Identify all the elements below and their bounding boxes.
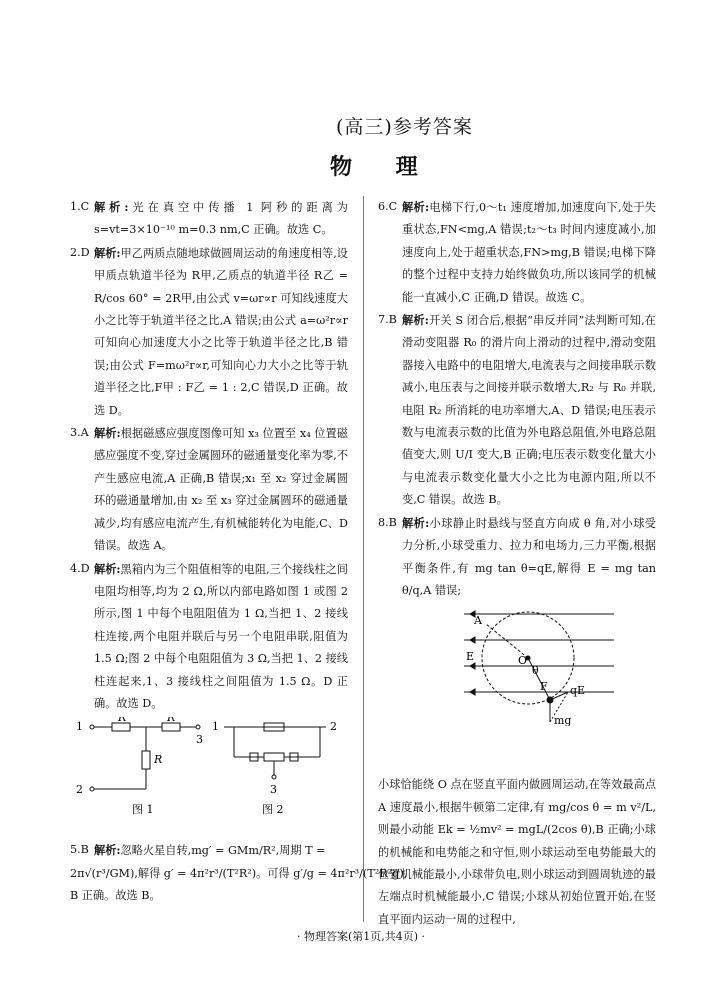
answer-q7 xyxy=(378,309,656,512)
answer-text: 小球恰能绕 O 点在竖直平面内做圆周运动,在等效最高点 A 速度最小,根据牛顿第二定律,有 mg/cos θ = m v²/L,则最小动能 Ek = ½mv² = mgL/(2cos θ),B 正确;小球的机械能和电势能之和守恒,则小球运动至电势能最大的位置机械能最小,小球带负电,则小球运动到圆周轨迹的最左端点时机械能最小,C 错误;小球从初始位置开始,在竖直平面内运动一周的过程中, xyxy=(378,778,656,926)
terminal-2-label: 2 xyxy=(76,783,83,797)
answer-q1 xyxy=(70,196,348,242)
page-footer xyxy=(0,928,722,944)
answer-text: 甲乙两质点随地球做圆周运动的角速度相等,设甲质点轨道半径为 R甲,乙质点的轨道半径 R乙 = R/cos 60° = 2R甲,由公式 v=ωr∝r 可知线速度大小之比等于轨道半径之比,A 错误;由公式 a=ω²r∝r 可知向心加速度大小之比等于轨道半径之比,B 错误;由公式 F=mω²r∝r,可知向心力大小之比等于轨道半径之比,F甲 : F乙 = 1 : 2,C 错误,D 正确。故选 D。 xyxy=(94,246,348,417)
point-a-label: A xyxy=(474,614,482,628)
analysis-label: 解析: xyxy=(94,200,129,214)
analysis-label: 解析: xyxy=(402,200,430,214)
answer-number: 8.B xyxy=(378,515,397,529)
terminal-3-label: 3 xyxy=(270,783,277,797)
answer-text: 小球静止时悬线与竖直方向成 θ 角,对小球受力分析,小球受重力、拉力和电场力,三力平衡,根据平衡条件,有 mg tan θ=qE,解得 E = mg tan θ/q,A 错误; xyxy=(402,516,656,597)
answer-q5 xyxy=(70,839,348,862)
answer-q6 xyxy=(378,196,656,309)
right-column xyxy=(378,196,656,931)
gravity-label: mg xyxy=(554,714,572,727)
tension-f-label: F xyxy=(540,680,548,694)
footer-text: · 物理答案(第1页,共4页) · xyxy=(296,930,426,943)
answer-q5-line2: 2π√(r³/GM),解得 g′ = 4π²r³/(T²R²)。可得 g′/g = 4π²r³/(T²R²g), xyxy=(70,866,408,880)
analysis-label: 解析: xyxy=(94,426,121,441)
angle-theta-label: θ xyxy=(532,664,539,678)
answer-number: 4.D xyxy=(70,561,90,575)
answer-text: 光在真空中传播 1 阿秒的距离为 s=vt=3×10⁻¹⁰ m=0.3 nm,C 正确。故选 C。 xyxy=(94,201,348,237)
circuit-diagram xyxy=(70,717,348,837)
answer-text: 电梯下行,0～t₁ 速度增加,加速度向下,处于失重状态,FN<mg,A 错误;t₂～t₃ 时间内速度减小,加速度向上,处于超重状态,FN>mg,B 错误;电梯下降的整个过程中支持力始终做负功,所以该同学的机械能一直减小,C 正确,D 错误。故选 C。 xyxy=(402,201,656,304)
answer-number: 5.B xyxy=(70,843,89,857)
subject-title: 物 理 xyxy=(330,154,436,180)
resistor-label: R xyxy=(118,717,127,725)
answer-number: 2.D xyxy=(70,245,90,259)
analysis-label: 解析: xyxy=(94,843,121,858)
figure-2-caption: 图 2 xyxy=(262,803,284,817)
answer-text: 忽略火星自转,mg′ = GMm/R²,周期 T = xyxy=(120,844,326,858)
analysis-label: 解析: xyxy=(94,561,121,576)
answer-number: 6.C xyxy=(378,200,398,213)
answer-q8-continued xyxy=(378,774,656,931)
field-diagram xyxy=(378,606,656,726)
center-o-label: O xyxy=(518,654,528,668)
resistor-label: R xyxy=(167,717,176,725)
analysis-label: 解析: xyxy=(94,245,121,260)
answer-text: 开关 S 闭合后,根据“串反并同”法判断可知,在滑动变阻器 R₀ 的滑片向上滑动的过程中,滑动变阻器接入电路中的电阻增大,电流表与之间接串联示数减小,电压表与之间接并联示数增大,R₂ 与 R₀ 并联,电阻 R₂ 所消耗的电功率增大,A、D 错误;电压表示数与电流表示数的比值为外电路总阻值,外电路总阻值变大,则 U/I 变大,B 正确;电压表示数变化量大小与电流表示数变化量大小之比为电源内阻,所以不变,C 错误。故选 B。 xyxy=(402,314,656,507)
resistor-label: R xyxy=(154,753,163,767)
column-divider xyxy=(363,196,364,922)
answer-text: 黑箱内为三个阻值相等的电阻,三个接线柱之间电阻均相等,均为 2 Ω,所以内部电路如图 1 或图 2 所示,图 1 中每个电阻阻值为 1 Ω,当把 1、2 接线柱连接,两个电阻并联后与另一个电阻串联,阻值为 1.5 Ω;图 2 中每个电阻阻值为 3 Ω,当把 1、2 接线柱连起来,1、3 接线柱之间阻值为 1.5 Ω。D 正确。故选 D。 xyxy=(94,562,348,710)
terminal-3-label: 3 xyxy=(196,733,203,747)
figure-1-caption: 图 1 xyxy=(132,803,154,817)
electric-force-label: qE xyxy=(570,684,586,698)
answer-text: 根据磁感应强度图像可知 x₃ 位置至 x₄ 位置磁感应强度不变,穿过金属圆环的磁通量变化率为零,不产生感应电流,A 正确,B 错误;x₁ 至 x₂ 穿过金属圆环的磁通量增加,由 x₂ 至 x₃ 穿过金属圆环的磁通量减少,均有感应电流产生,有机械能转化为电能,C、D 错误。故选 A。 xyxy=(94,427,348,553)
circuit-figures xyxy=(70,717,348,837)
answer-number: 1.C xyxy=(70,200,90,213)
analysis-label: 解析: xyxy=(402,515,430,530)
answer-q4 xyxy=(70,558,348,716)
page-title: (高三)参考答案 xyxy=(336,116,473,138)
answer-number: 3.A xyxy=(70,426,89,440)
answer-q3 xyxy=(70,422,348,557)
answer-q2 xyxy=(70,242,348,422)
terminal-1-label: 1 xyxy=(76,720,83,734)
field-figure xyxy=(378,606,656,772)
answer-q5-line3: B 正确。故选 B。 xyxy=(70,889,161,903)
analysis-label: 解析: xyxy=(402,313,429,328)
terminal-2-label: 2 xyxy=(330,720,337,734)
terminal-1-label: 1 xyxy=(212,720,219,734)
answer-q8 xyxy=(378,512,656,603)
field-label: E xyxy=(466,650,475,664)
answer-number: 7.B xyxy=(378,313,397,327)
